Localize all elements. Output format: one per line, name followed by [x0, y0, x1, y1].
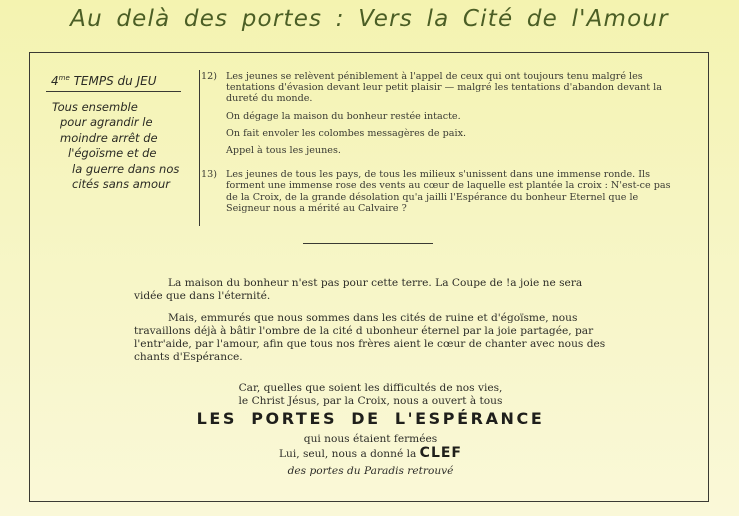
phase-line: moindre arrêt de [60, 130, 158, 145]
item-number: 12) [201, 71, 217, 82]
phase-label: TEMPS du JEU [69, 74, 157, 88]
clef-word: CLEF [419, 445, 462, 461]
phase-line: Tous ensemble [52, 100, 138, 114]
item-paragraph: Les jeunes se relèvent péniblement à l'appel de ceux qui ont toujours tenu malgré les tentations d'évasion devant leur petit plaisir — malgré les tentations d'abandon devant la dureté du monde. [226, 71, 662, 105]
phase-line: pour agrandir le [60, 115, 153, 130]
item-paragraph: Appel à tous les jeunes. [226, 145, 341, 157]
prose-paragraph: La maison du bonheur n'est pas pour cette terre. La Coupe de !a joie ne sera vidée que dans l'éternité. [134, 277, 583, 302]
closing-line: des portes du Paradis retrouvé [287, 465, 454, 477]
closing-prose [134, 277, 607, 364]
item-paragraph: On dégage la maison du bonheur restée intacte. [226, 110, 461, 122]
headline-portes: LES PORTES DE L'ESPÉRANCE [196, 409, 545, 428]
phase-heading [46, 74, 181, 92]
item-paragraph: Les jeunes de tous les pays, de tous les milieux s'unissent dans une immense ronde. Ils forment une immense rose des vents au cœur de laquelle est plantée la croix : N'est-ce pas de la Croix, de la grande désolation qu'a jailli l'Espérance du bonheur Eternel que le Seigneur nous a mérité au Calvaire ? [226, 169, 671, 214]
phase-description [46, 100, 188, 192]
prose-paragraph: Mais, emmurés que nous sommes dans les cités de ruine et d'égoïsme, nous travaillons déjà à bâtir l'ombre de la cité d ubonheur éternel par la joie partagée, par l'entr'aide, par l'amour, afin que tous nos frères aient le cœur de chanter avec nous des chants d'Espérance. [134, 312, 606, 363]
section-separator [303, 243, 433, 244]
sidebar-divider [199, 70, 200, 226]
direction-item-13 [201, 169, 671, 214]
direction-item-12 [201, 71, 671, 156]
item-paragraph: On fait envoler les colombes messagères de paix. [226, 127, 467, 139]
item-number: 13) [201, 169, 217, 181]
phase-line: l'égoïsme et de [68, 146, 157, 161]
page-title: Au delà des portes : Vers la Cité de l'Amour [70, 6, 669, 32]
clef-intro: Lui, seul, nous a donné la [279, 448, 420, 460]
closing-line: le Christ Jésus, par la Croix, nous a ouvert à tous [238, 395, 503, 407]
item-body [226, 169, 671, 214]
phase-line: cités sans amour [72, 177, 171, 192]
closing-line-clef [134, 447, 607, 461]
closing-line: Car, quelles que soient les difficultés de nos vies, [238, 382, 503, 394]
phase-line: la guerre dans nos [72, 161, 180, 176]
phase-number: 4 [51, 74, 59, 88]
game-phase-sidebar [46, 74, 188, 222]
item-body [226, 71, 671, 156]
stage-directions [201, 71, 671, 220]
phase-ordinal: me [58, 74, 70, 82]
closing-line: qui nous étaient fermées [303, 433, 438, 445]
